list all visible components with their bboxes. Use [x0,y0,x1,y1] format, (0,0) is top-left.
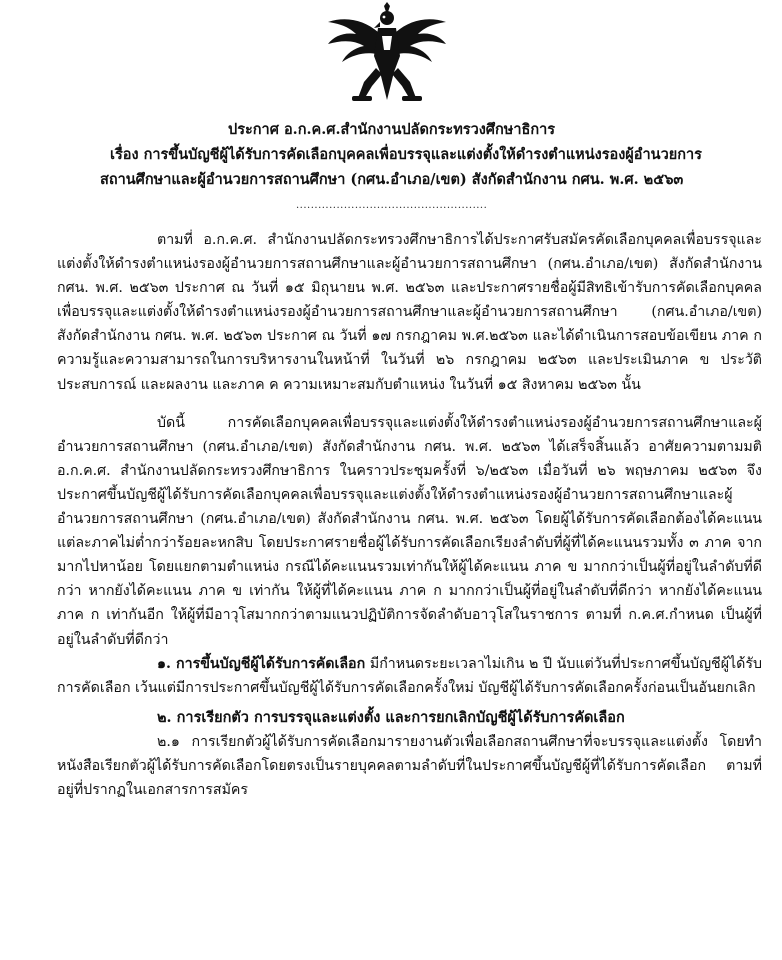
announcement-body [57,228,762,802]
item-1-title: ๑. การขึ้นบัญชีผู้ได้รับการคัดเลือก [157,655,366,672]
announcement-title: ประกาศ อ.ก.ค.ศ.สำนักงานปลัดกระทรวงศึกษาธิการ [228,121,556,138]
announcement-subject: เรื่อง การขึ้นบัญชีผู้ได้รับการคัดเลือกบุคคลเพื่อบรรจุและแต่งตั้งให้ดำรงตำแหน่งรองผู้อำนวยการ [110,146,702,163]
item-2-title: ๒. การเรียกตัว การบรรจุและแต่งตั้ง และการยกเลิกบัญชีผู้ได้รับการคัดเลือก [157,708,625,726]
item-1-text: มีกำหนดระยะเวลาไม่เกิน ๒ ปี นับแต่วันที่ประกาศขึ้นบัญชีผู้ได้รับการคัดเลือก เว้นแต่มีการประกาศขึ้นบัญชีผู้ได้รับการคัดเลือกครั้งใหม่ บัญชีผู้ได้รับการคัดเลือกครั้งก่อนเป็นอันยกเลิก [57,655,762,696]
paragraph-announcement: บัดนี้ การคัดเลือกบุคคลเพื่อบรรจุและแต่งตั้งให้ดำรงตำแหน่งรองผู้อำนวยการสถานศึกษาและผู้อำนวยการสถานศึกษา (กศน.อำเภอ/เขต) สังกัดสำนักงาน กศน. พ.ศ. ๒๕๖๓ ได้เสร็จสิ้นแล้ว อาศัยความตามมติ อ.ก.ค.ศ. สำนักงานปลัดกระทรวงศึกษาธิการ ในคราวประชุมครั้งที่ ๖/๒๕๖๓ เมื่อวันที่ ๒๖ พฤษภาคม ๒๕๖๓ จึงประกาศขึ้นบัญชีผู้ได้รับการคัดเลือกบุคคลเพื่อบรรจุและแต่งตั้งให้ดำรงตำแหน่งรองผู้อำนวยการสถานศึกษาและผู้อำนวยการสถานศึกษา (กศน.อำเภอ/เขต) สังกัดสำนักงาน กศน. พ.ศ. ๒๕๖๓ โดยผู้ได้รับการคัดเลือกต้องได้คะแนนแต่ละภาคไม่ต่ำกว่าร้อยละหกสิบ โดยประกาศรายชื่อผู้ได้รับการคัดเลือกเรียงลำดับที่ผู้ที่ได้คะแนนรวมทั้ง ๓ ภาค จากมากไปหาน้อย โดยแยกตามตำแหน่ง กรณีได้คะแนนรวมเท่ากันให้ผู้ได้คะแนน ภาค ข มากกว่าเป็นผู้ที่อยู่ในลำดับที่ดีกว่า หากยังได้คะแนน ภาค ข เท่ากัน ให้ผู้ที่ได้คะแนน ภาค ก มากกว่าเป็นผู้ที่อยู่ในลำดับที่ดีกว่า หากยังได้คะแนน ภาค ก เท่ากันอีก ให้ผู้ที่มีอาวุโสมากกว่าตามแนวปฏิบัติการจัดลำดับอาวุโสในราชการ ตามที่ ก.ค.ศ.กำหนด เป็นผู้ที่อยู่ในลำดับที่ดีกว่า [57,414,762,648]
paragraph-background: ตามที่ อ.ก.ค.ศ. สำนักงานปลัดกระทรวงศึกษาธิการได้ประกาศรับสมัครคัดเลือกบุคคลเพื่อบรรจุและแต่งตั้งให้ดำรงตำแหน่งรองผู้อำนวยการสถานศึกษาและผู้อำนวยการสถานศึกษา (กศน.อำเภอ/เขต) สังกัดสำนักงาน กศน. พ.ศ. ๒๕๖๓ ประกาศ ณ วันที่ ๑๕ มิถุนายน พ.ศ. ๒๕๖๓ และประกาศรายชื่อผู้มีสิทธิเข้ารับการคัดเลือกบุคคลเพื่อบรรจุและแต่งตั้งให้ดำรงตำแหน่งรองผู้อำนวยการสถานศึกษาและผู้อำนวยการสถานศึกษา (กศน.อำเภอ/เขต) สังกัดสำนักงาน กศน. พ.ศ. ๒๕๖๓ ประกาศ ณ วันที่ ๑๗ กรกฎาคม พ.ศ.๒๕๖๓ และได้ดำเนินการสอบข้อเขียน ภาค ก ความรู้และความสามารถในการบริหารงานในหน้าที่ ในวันที่ ๒๖ กรกฎาคม ๒๕๖๓ และประเมินภาค ข ประวัติ ประสบการณ์ และผลงาน และภาค ค ความเหมาะสมกับตำแหน่ง ในวันที่ ๑๕ สิงหาคม ๒๕๖๓ นั้น [57,232,762,393]
item-2-1: ๒.๑ การเรียกตัวผู้ได้รับการคัดเลือกมารายงานตัวเพื่อเลือกสถานศึกษาที่จะบรรจุและแต่งตั้ง โดยทำหนังสือเรียกตัวผู้ได้รับการคัดเลือกโดยตรงเป็นรายบุคคลตามลำดับที่ในประกาศขึ้นบัญชีผู้ที่ได้รับการคัดเลือก ตามที่อยู่ที่ปรากฏในเอกสารการสมัคร [57,733,762,798]
announcement-subject-cont: สถานศึกษาและผู้อำนวยการสถานศึกษา (กศน.อำเภอ/เขต) สังกัดสำนักงาน กศน. พ.ศ. ๒๕๖๓ [100,171,684,188]
separator-dots: .................................................... [296,200,488,211]
item-1 [57,652,762,700]
garuda-emblem-icon [324,2,450,104]
